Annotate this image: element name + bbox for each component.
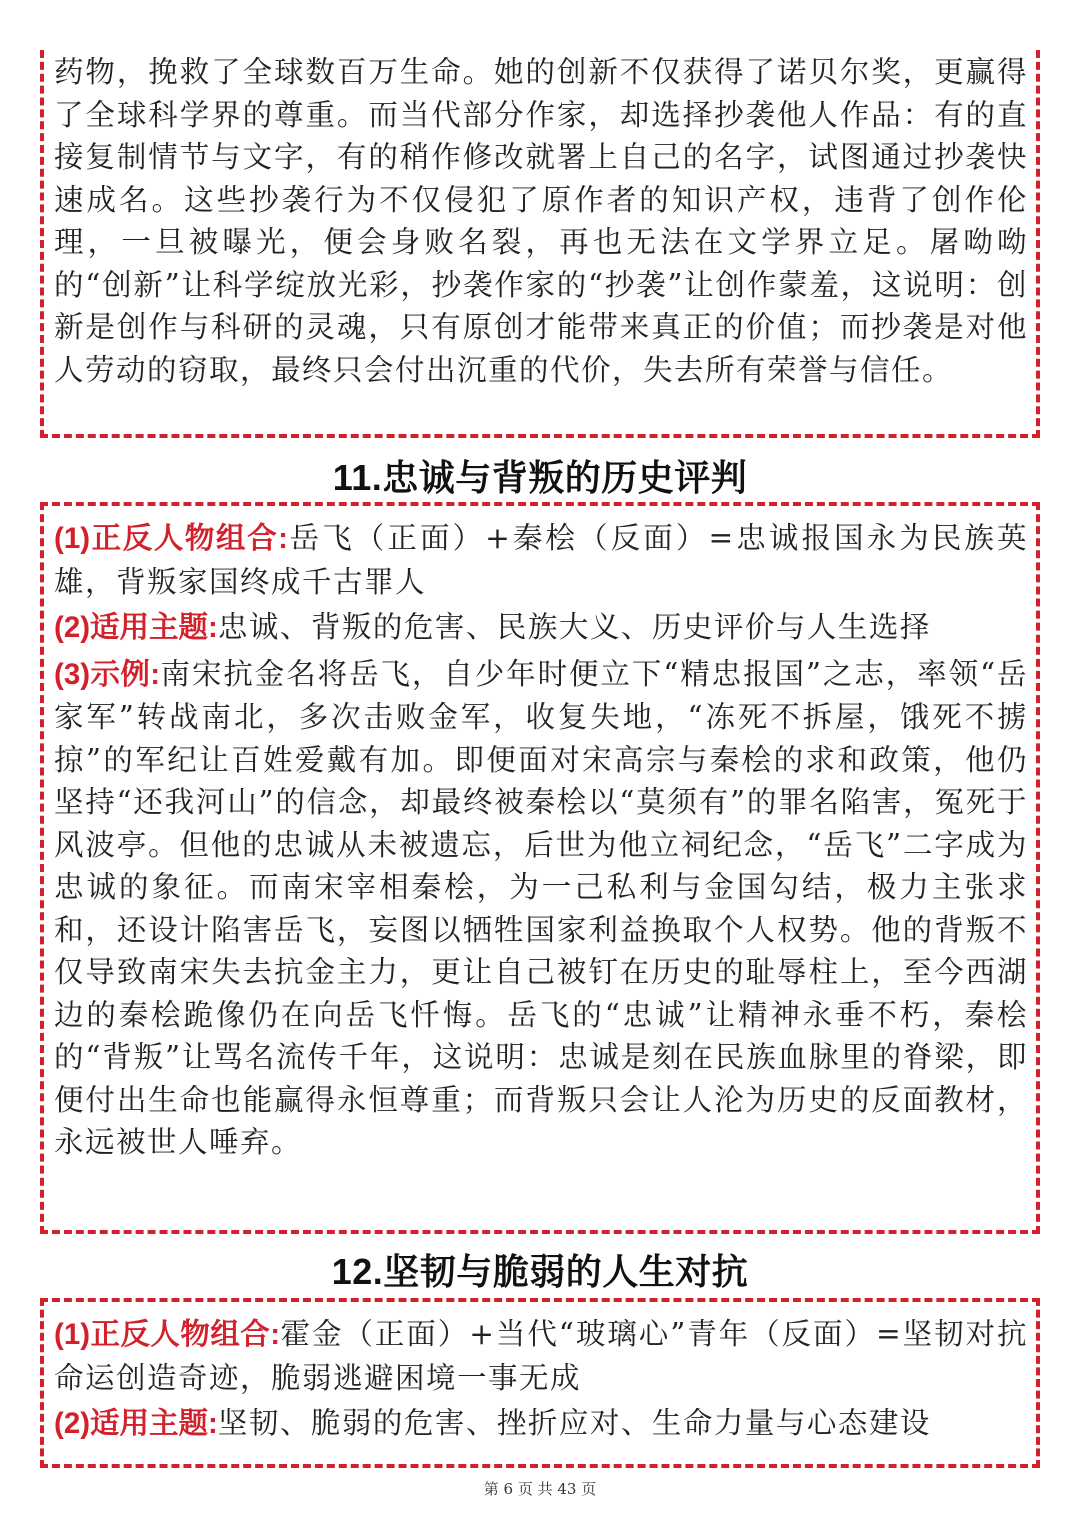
section-11-heading: 11.忠诚与背叛的历史评判 <box>332 457 748 498</box>
section-12-theme-text: 坚韧、脆弱的危害、挫折应对、生命力量与心态建设 <box>217 1406 931 1440</box>
section-11-example-text: 南宋抗金名将岳飞，自少年时便立下“精忠报国”之志，率领“岳家军”转战南北，多次击败金军，收复失地，“冻死不拆屋，饿死不掳掠”的军纪让百姓爱戴有加。即便面对宋高宗与秦桧的求和政策，他仍坚持“还我河山”的信念，却最终被秦桧以“莫须有”的罪名陷害，冤死于风波亭。但他的忠诚从未被遗忘，后世为他立祠纪念，“岳飞”二字成为忠诚的象征。而南宋宰相秦桧，为一己私利与金国勾结，极力主张求和，还设计陷害岳飞，妄图以牺牲国家利益换取个人权势。他的背叛不仅导致南宋失去抗金主力，更让自己被钉在历史的耻辱柱上，至今西湖边的秦桧跪像仍在向岳飞忏悔。岳飞的“忠诚”让精神永垂不朽，秦桧的“背叛”让骂名流传千年，这说明：忠诚是刻在民族血脉里的脊梁，即便付出生命也能赢得永恒尊重；而背叛只会让人沦为历史的反面教材，永远被世人唾弃。 <box>54 656 1028 1159</box>
section-11-body <box>54 517 1028 1167</box>
section-10-text: 药物，挽救了全球数百万生命。她的创新不仅获得了诺贝尔奖，更赢得了全球科学界的尊重。而当代部分作家，却选择抄袭他人作品：有的直接复制情节与文字，有的稍作修改就署上自己的名字，试图通过抄袭快速成名。这些抄袭行为不仅侵犯了原作者的知识产权，违背了创作伦理，一旦被曝光，便会身败名裂，再也无法在文学界立足。屠呦呦的“创新”让科学绽放光彩，抄袭作家的“抄袭”让创作蒙羞，这说明：创新是创作与科研的灵魂，只有原创才能带来真正的价值；而抄袭是对他人劳动的窃取，最终只会付出沉重的代价，失去所有荣誉与信任。 <box>54 55 1028 387</box>
section-11-example-label: (3)示例: <box>54 657 161 691</box>
section-12-combo-text: 霍金（正面）+当代“玻璃心”青年（反面）=坚韧对抗命运创造奇迹，脆弱逃避困境一事无成 <box>54 1317 1028 1395</box>
section-11-example <box>54 653 1028 1164</box>
section-11-combo-text: 岳飞（正面）+秦桧（反面）=忠诚报国永为民族英雄，背叛家国终成千古罪人 <box>54 521 1028 599</box>
section-12-combo-label: (1)正反人物组合: <box>54 1318 281 1351</box>
section-11-combo <box>54 517 1028 603</box>
section-11-theme <box>54 606 1028 650</box>
section-11-theme-label: (2)适用主题: <box>54 611 218 644</box>
section-12-body <box>54 1313 1028 1449</box>
section-12-heading: 12.坚韧与脆弱的人生对抗 <box>331 1251 749 1292</box>
section-12-combo <box>54 1313 1028 1399</box>
section-12-theme <box>54 1402 1028 1446</box>
section-10-body <box>54 51 1028 394</box>
section-11-theme-text: 忠诚、背叛的危害、民族大义、历史评价与人生选择 <box>217 610 931 644</box>
page-number: 第 6 页 共 43 页 <box>483 1480 597 1498</box>
section-12-theme-label: (2)适用主题: <box>54 1407 218 1440</box>
section-11-combo-label: (1)正反人物组合: <box>54 522 289 555</box>
